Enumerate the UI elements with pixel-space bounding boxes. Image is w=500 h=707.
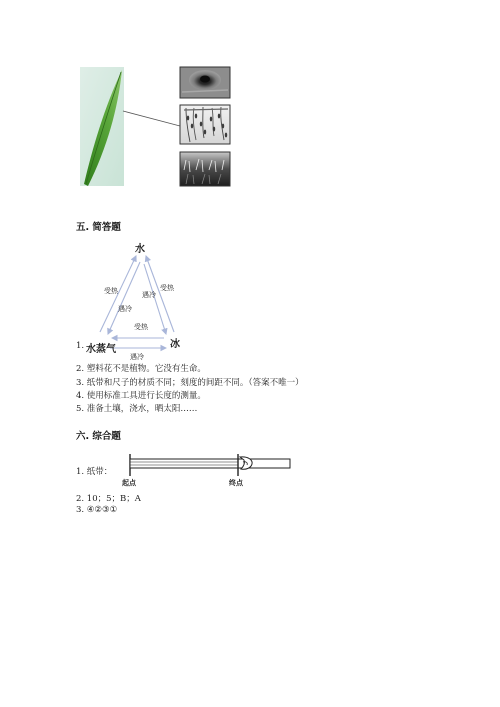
answer-5-2: 2. 塑料花不是植物。它没有生命。 <box>76 364 206 374</box>
answer-5-4: 4. 使用标准工具进行长度的测量。 <box>76 391 206 401</box>
section-6-heading: 六. 综合题 <box>76 431 121 442</box>
label-bottom-inner: 受热 <box>134 323 148 331</box>
grass-photo <box>180 152 230 186</box>
ground-hole-photo <box>180 67 230 98</box>
answer-5-3: 3. 纸带和尺子的材质不同；刻度的间距不同。（答案不唯一） <box>76 378 304 388</box>
answer-6-2: 2. 10；5；B；A <box>76 494 141 504</box>
node-water: 水 <box>135 244 145 255</box>
matching-line <box>123 111 180 126</box>
label-right-inner: 遇冷 <box>142 291 156 299</box>
answer-6-1-label: 1. 纸带： <box>76 467 113 477</box>
leaf-photo <box>80 67 124 186</box>
label-right-outer: 受热 <box>160 284 174 292</box>
paper-strip-figure <box>122 448 297 484</box>
node-vapor: 水蒸气 <box>86 344 116 355</box>
paper-strip <box>130 459 290 468</box>
label-left-inner: 遇冷 <box>118 305 132 313</box>
answer-6-3: 3. ④②③① <box>76 505 118 515</box>
end-label: 终点 <box>229 478 243 487</box>
node-ice: 冰 <box>170 339 180 350</box>
answer-5-1: 1. <box>76 341 85 351</box>
willow-tree-photo <box>180 105 230 144</box>
label-left-outer: 受热 <box>104 287 118 295</box>
answer-5-5: 5. 准备土壤，浇水，晒太阳…… <box>76 404 198 414</box>
leaf-matching-figure <box>0 0 500 200</box>
start-label: 起点 <box>122 478 136 487</box>
label-bottom-outer: 遇冷 <box>130 353 144 361</box>
section-5-heading: 五. 简答题 <box>76 222 121 233</box>
